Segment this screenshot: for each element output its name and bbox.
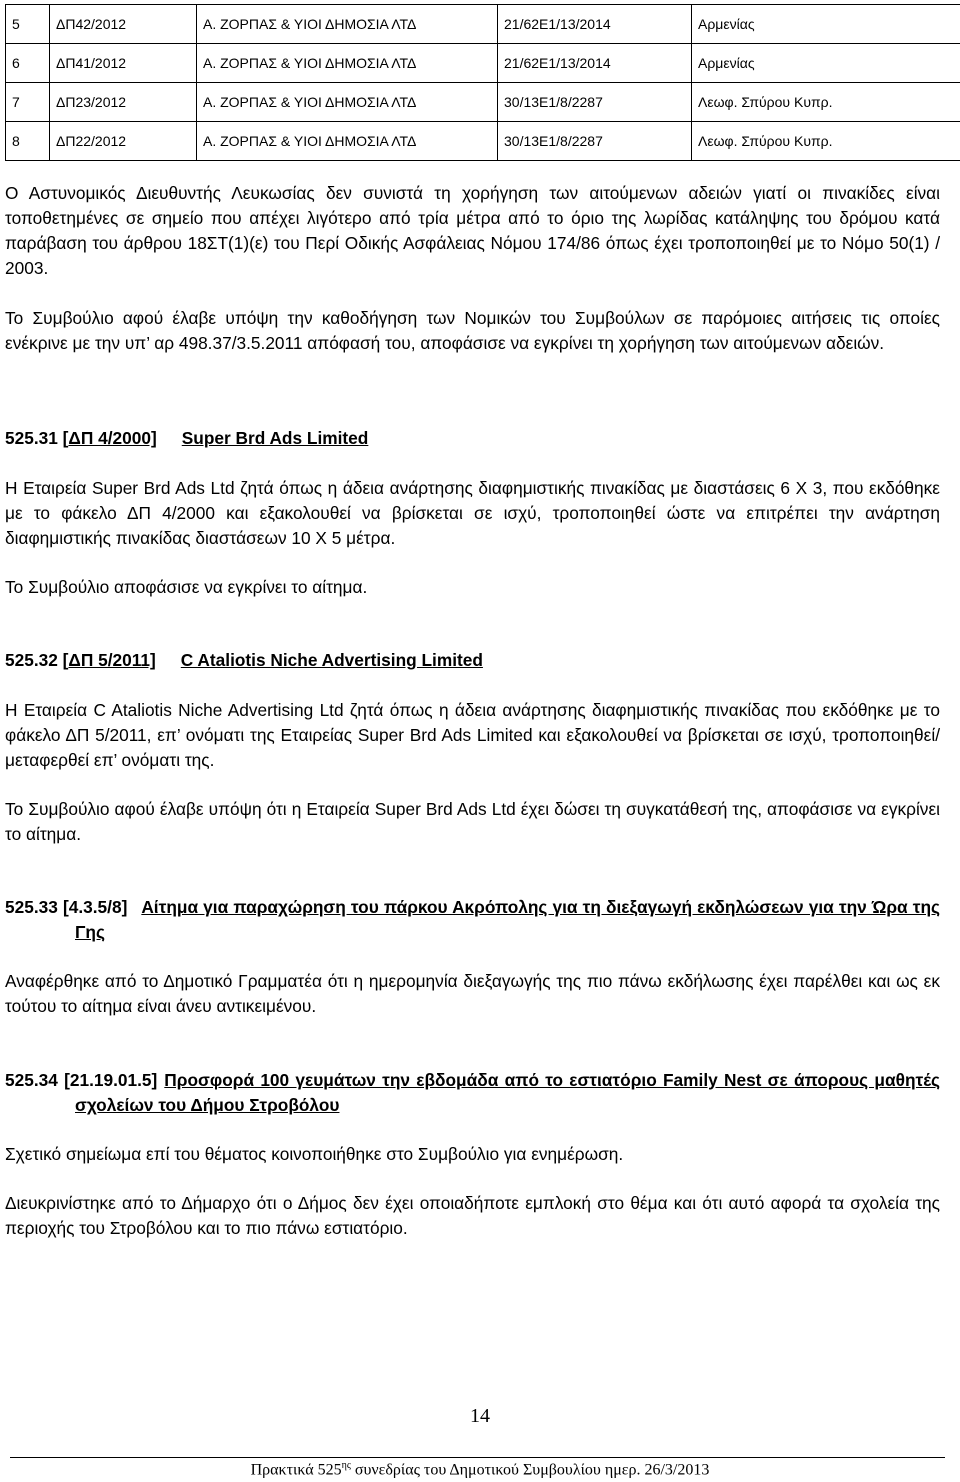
row-number-cell: 5 [6,5,50,44]
heading-title: Super Brd Ads Limited [181,428,369,448]
heading-number: 525.31 [ [5,428,69,448]
footer-divider [10,1457,945,1458]
plot-ref-cell: 30/13Ε1/8/2287 [498,83,692,122]
heading-525-31 [5,426,940,451]
heading-number: 525.32 [ [5,650,69,670]
file-ref-cell: ΔΠ41/2012 [50,44,197,83]
table-row [6,44,960,83]
plot-ref-cell: 21/62Ε1/13/2014 [498,5,692,44]
row-number-cell: 7 [6,83,50,122]
file-ref-cell: ΔΠ22/2012 [50,122,197,161]
footer-sup: ης [341,1460,351,1471]
approval-paragraph-2: Το Συμβούλιο αφού έλαβε υπόψη ότι η Εταιρεία Super Brd Ads Ltd έχει δώσει τη συγκατάθεσή της, αποφάσισε να εγκρίνει το αίτημα. [5,799,940,844]
company-cell: Α. ΖΟΡΠΑΣ & ΥΙΟΙ ΔΗΜΟΣΙΑ ΛΤΔ [197,122,498,161]
heading-title: Προσφορά 100 γευμάτων την εβδομάδα από το εστιατόριο Family Nest σε άπορους μαθητές σχολείων του Δήμου Στροβόλου [75,1070,940,1115]
street-cell: Αρμενίας [692,44,960,83]
table-row [6,83,960,122]
page-number: 14 [470,1405,490,1427]
table-row [6,5,960,44]
mayor-clarification-paragraph: Διευκρινίστηκε από το Δήμαρχο ότι ο Δήμος δεν έχει οποιαδήποτε εμπλοκή στο θέμα και ότι αυτό αφορά τα σχολεία της περιοχής του Στροβόλου και το πιο πάνω εστιατόριο. [5,1193,940,1238]
heading-525-32 [5,648,940,673]
heading-ref: ΔΠ 4/2000] [68,428,157,448]
super-brd-request-paragraph: Η Εταιρεία Super Brd Ads Ltd ζητά όπως η άδεια ανάρτησης διαφημιστικής πινακίδας με διαστάσεις 6 Χ 3, που εκδόθηκε με το φάκελο ΔΠ 4/2000 και εξακολουθεί να βρίσκεται σε ισχύ, τροποποιηθεί ώστε να επιτρέπει την ανάρτηση διαφημιστικής πινακίδας διαστάσεων 10 Χ 5 μέτρα. [5,478,940,548]
footer-pre: Πρακτικά 525 [250,1461,342,1479]
heading-title: Αίτημα για παραχώρηση του πάρκου Ακρόπολης για τη διεξαγωγή εκδηλώσεων για την Ώρα της Γης [75,897,941,942]
plot-ref-cell: 21/62Ε1/13/2014 [498,44,692,83]
licences-table [5,4,960,161]
earth-hour-paragraph: Αναφέρθηκε από το Δημοτικό Γραμματέα ότι η ημερομηνία διεξαγωγής της πιο πάνω εκδήλωσης έχει παρέλθει και ως εκ τούτου το αίτημα είναι άνευ αντικειμένου. [5,971,940,1016]
street-cell: Λεωφ. Σπύρου Κυπρ. [692,83,960,122]
heading-525-33 [5,895,940,945]
company-cell: Α. ΖΟΡΠΑΣ & ΥΙΟΙ ΔΗΜΟΣΙΑ ΛΤΔ [197,83,498,122]
heading-title: C Ataliotis Niche Advertising Limited [180,650,483,670]
file-ref-cell: ΔΠ23/2012 [50,83,197,122]
heading-number: 525.33 [4.3.5/8] [5,897,128,917]
page-footer [0,1460,960,1479]
ataliotis-request-paragraph: Η Εταιρεία C Ataliotis Niche Advertising Ltd ζητά όπως η άδεια ανάρτησης διαφημιστικής πινακίδας που εκδόθηκε με το φάκελο ΔΠ 5/2011, επ’ ονόματι της Εταιρείας Super Brd Ads Limited και εξακολουθεί να βρίσκεται σε ισχύ, τροποποιηθεί/μεταφερθεί επ’ ονόματι της. [5,700,940,770]
row-number-cell: 6 [6,44,50,83]
company-cell: Α. ΖΟΡΠΑΣ & ΥΙΟΙ ΔΗΜΟΣΙΑ ΛΤΔ [197,5,498,44]
licences-table-body [6,5,960,161]
council-decision-paragraph: Το Συμβούλιο αφού έλαβε υπόψη την καθοδήγηση των Νομικών του Συμβούλων σε παρόμοιες αιτήσεις τις οποίες ενέκρινε με την υπ’ αρ 498.37/3.5.2011 απόφασή του, αποφάσισε να εγκρίνει τη χορήγηση των αιτούμενων αδειών. [5,308,940,353]
memo-paragraph: Σχετικό σημείωμα επί του θέματος κοινοποιήθηκε στο Συμβούλιο για ενημέρωση. [5,1144,624,1164]
police-director-paragraph: Ο Αστυνομικός Διευθυντής Λευκωσίας δεν συνιστά τη χορήγηση των αιτούμενων αδειών γιατί οι πινακίδες είναι τοποθετημένες σε σημείο που απέχει λιγότερο από τρία μέτρα από το όριο της λωρίδας κατάληψης του δρόμου κατά παράβαση του άρθρου 18ΣΤ(1)(ε) του Περί Οδικής Ασφάλειας Νόμου 174/86 όπως έχει τροποποιηθεί με το Νόμο 50(1) / 2003. [5,183,940,278]
file-ref-cell: ΔΠ42/2012 [50,5,197,44]
footer-post: συνεδρίας του Δημοτικού Συμβουλίου ημερ. 26/3/2013 [350,1461,710,1479]
plot-ref-cell: 30/13Ε1/8/2287 [498,122,692,161]
row-number-cell: 8 [6,122,50,161]
heading-number: 525.34 [21.19.01.5] [5,1070,158,1090]
heading-525-34 [5,1068,940,1118]
street-cell: Λεωφ. Σπύρου Κυπρ. [692,122,960,161]
street-cell: Αρμενίας [692,5,960,44]
table-row [6,122,960,161]
approval-paragraph-1: Το Συμβούλιο αποφάσισε να εγκρίνει το αίτημα. [5,577,368,597]
heading-ref: ΔΠ 5/2011] [68,650,156,670]
company-cell: Α. ΖΟΡΠΑΣ & ΥΙΟΙ ΔΗΜΟΣΙΑ ΛΤΔ [197,44,498,83]
